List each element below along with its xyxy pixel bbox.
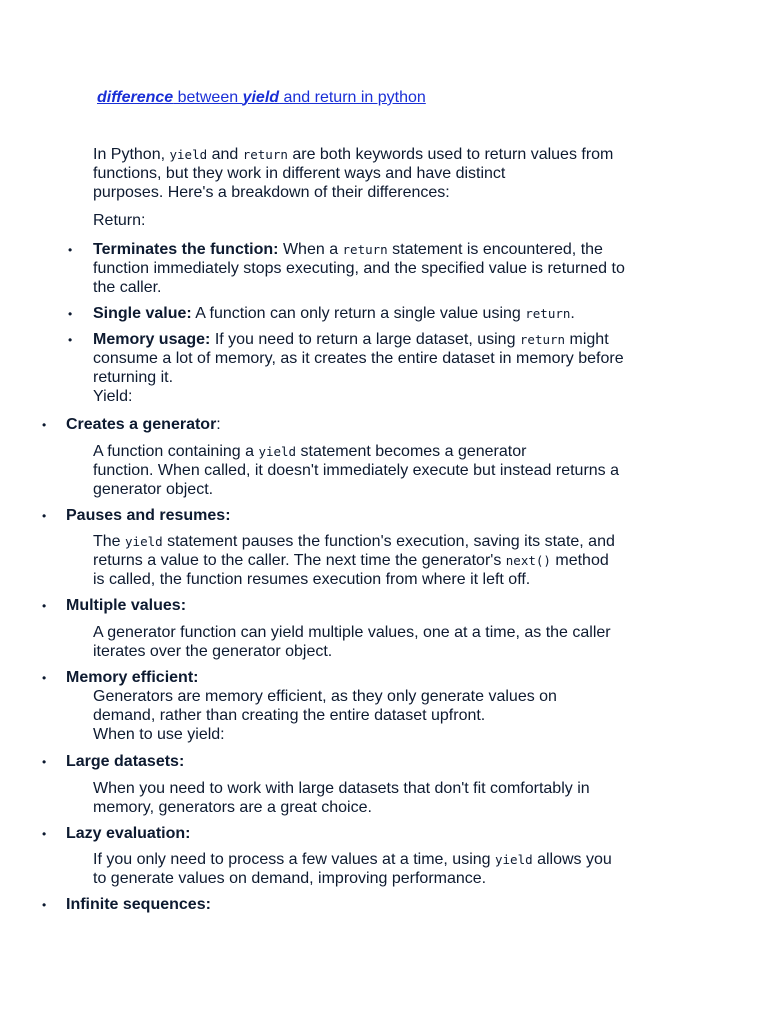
when-item-label: Lazy evaluation: xyxy=(66,825,191,842)
yield-item-label: Multiple values: xyxy=(66,597,187,614)
page-title-link[interactable] xyxy=(97,88,426,107)
title-word-difference: difference xyxy=(97,89,174,106)
return-heading: Return: xyxy=(93,212,146,229)
yield-item-multiple-values: A generator function can yield multiple values, one at a time, as the caller iterates over the generator object. xyxy=(93,624,611,660)
bullet-icon: • xyxy=(42,671,47,685)
intro-paragraph xyxy=(93,145,683,202)
bullet-icon: • xyxy=(42,755,47,769)
yield-item-creates-generator: A function containing a yield statement becomes a generator function. When called, it doesn't immediately execute but instead returns a generator object. xyxy=(93,443,620,498)
yield-item-label: Creates a generator: xyxy=(66,416,221,433)
bullet-icon: • xyxy=(68,243,73,257)
intro-line-2: functions, but they work in different ways and have distinct xyxy=(93,165,506,182)
yield-item-label: Memory efficient: xyxy=(66,669,199,686)
when-heading: When to use yield: xyxy=(93,726,225,743)
yield-item-memory-efficient: Generators are memory efficient, as they only generate values on demand, rather than creating the entire dataset upfront. When to use yield: xyxy=(93,687,683,744)
title-text: between xyxy=(173,89,243,106)
bullet-icon: • xyxy=(42,898,47,912)
yield-item-pauses-resumes: The yield statement pauses the function's execution, saving its state, and returns a value to the caller. The next time the generator's next() method is called, the function resumes execution from where it left off. xyxy=(93,533,615,588)
bullet-icon: • xyxy=(42,599,47,613)
when-item-label: Large datasets: xyxy=(66,753,185,770)
title-text-end: and return in python xyxy=(279,89,426,106)
yield-item-label: Pauses and resumes: xyxy=(66,507,231,524)
return-item-terminates: Terminates the function: When a return statement is encountered, the function immediately stops executing, and the specified value is returned to the caller. xyxy=(93,241,625,296)
when-item-label: Infinite sequences: xyxy=(66,896,211,913)
title-word-yield: yield xyxy=(242,89,280,106)
yield-heading: Yield: xyxy=(93,388,133,405)
bullet-icon: • xyxy=(68,333,73,347)
when-item-lazy-evaluation: If you only need to process a few values at a time, using yield allows you to generate values on demand, improving performance. xyxy=(93,851,612,887)
intro-line-3: purposes. Here's a breakdown of their differences: xyxy=(93,184,450,201)
bullet-icon: • xyxy=(42,827,47,841)
bullet-icon: • xyxy=(68,307,73,321)
intro-line-1: In Python, yield and return are both keywords used to return values from xyxy=(93,146,614,163)
return-item-single-value: Single value: A function can only return a single value using return. xyxy=(93,305,575,322)
return-item-memory-usage: Memory usage: If you need to return a large dataset, using return might consume a lot of memory, as it creates the entire dataset in memory before returning it. Yield: xyxy=(93,330,683,406)
bullet-icon: • xyxy=(42,418,47,432)
bullet-icon: • xyxy=(42,509,47,523)
when-item-large-datasets: When you need to work with large datasets that don't fit comfortably in memory, generators are a great choice. xyxy=(93,780,590,816)
